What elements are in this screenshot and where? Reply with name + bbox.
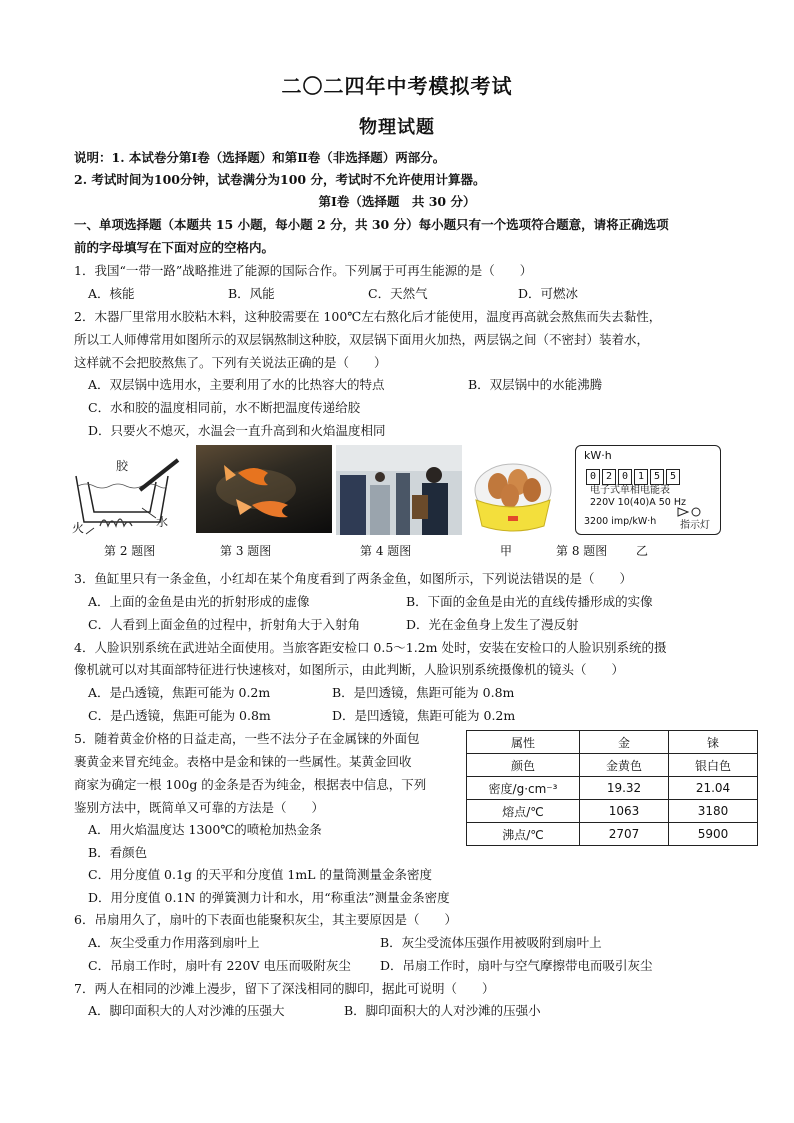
q5-option-c: C．用分度值 0.1g 的天平和分度值 1mL 的量筒测量金条密度	[88, 867, 432, 882]
meter-reading	[586, 464, 682, 485]
egg-cooker-figure	[468, 446, 558, 538]
table-row	[467, 800, 758, 823]
q3-option-d: D．光在金鱼身上发生了漫反射	[406, 617, 579, 632]
table-cell: 19.32	[580, 777, 669, 800]
table-cell: 5900	[669, 823, 758, 846]
q4-option-a: A．是凸透镜，焦距可能为 0.2m	[88, 685, 271, 700]
q5-stem-4: 鉴别方法中，既简单又可靠的方法是（ ）	[74, 800, 325, 815]
meter-lamp: 指示灯	[680, 520, 710, 531]
q3-option-b: B．下面的金鱼是由光的直线传播形成的实像	[406, 594, 653, 609]
q4-option-c: C．是凸透镜，焦距可能为 0.8m	[88, 708, 271, 723]
meter-digit: 0	[586, 469, 600, 485]
q5-option-a: A．用火焰温度达 1300℃的喷枪加热金条	[88, 822, 322, 837]
q2-option-c: C．水和胶的温度相同前，水不断把温度传递给胶	[88, 400, 361, 415]
q1-option-a: A．核能	[88, 286, 135, 301]
meter-imp: 3200 imp/kW·h	[584, 516, 657, 527]
meter-digit: 1	[634, 469, 648, 485]
q6-stem: 6．吊扇用久了，扇叶的下表面也能聚积灰尘，其主要原因是（ ）	[74, 912, 457, 927]
double-pot-figure	[70, 446, 186, 538]
q2-option-d: D．只要火不熄灭，水温会一直升高到和火焰温度相同	[88, 423, 386, 438]
gold-rhenium-table	[466, 730, 758, 846]
section-intro-1: 一、单项选择题（本题共 15 小题，每小题 2 分，共 30 分）每小题只有一个选项符合题意，请将正确选项	[74, 217, 669, 232]
meter-digit: 5	[666, 469, 680, 485]
section-intro-2: 前的字母填写在下面对应的空格内。	[74, 240, 275, 255]
q4-option-d: D．是凹透镜，焦距可能为 0.2m	[332, 708, 516, 723]
q4-stem-2: 像机就可以对其面部特征进行快速核对，如图所示，由此判断，人脸识别系统摄像机的镜头（ ）	[74, 662, 625, 677]
fig8-jia-caption: 甲	[500, 544, 513, 558]
q2-stem-2: 所以工人师傅常用如图所示的双层锅熬制这种胶，双层锅下面用火加热，两层锅之间（不密封）装着水，	[74, 332, 650, 347]
note-2: 2. 考试时间为100分钟，试卷满分为100 分，考试时不允许使用计算器。	[74, 172, 486, 187]
q7-stem: 7．两人在相同的沙滩上漫步，留下了深浅相同的脚印，据此可说明（ ）	[74, 981, 495, 996]
exam-subtitle: 物理试题	[359, 117, 435, 138]
table-row	[467, 823, 758, 846]
q7-option-a: A．脚印面积大的人对沙滩的压强大	[88, 1003, 285, 1018]
q2-option-a: A．双层锅中选用水，主要利用了水的比热容大的特点	[88, 377, 385, 392]
table-cell: 沸点/℃	[467, 823, 580, 846]
table-cell: 颜色	[467, 754, 580, 777]
table-cell: 3180	[669, 800, 758, 823]
q4-stem-1: 4．人脸识别系统在武进站全面使用。当旅客距安检口 0.5～1.2m 处时，安装在安检口的人脸识别系统的摄	[74, 640, 667, 655]
table-row	[467, 754, 758, 777]
q6-option-b: B．灰尘受流体压强作用被吸附到扇叶上	[380, 935, 602, 950]
glue-label: 胶	[116, 459, 129, 473]
q5-stem-2: 裹黄金来冒充纯金。表格中是金和铼的一些属性。某黄金回收	[74, 754, 412, 769]
fig3-caption: 第 3 题图	[220, 544, 272, 558]
note-1: 说明：1. 本试卷分第Ⅰ卷（选择题）和第Ⅱ卷（非选择题）两部分。	[74, 150, 446, 165]
meter-digit: 0	[618, 469, 632, 485]
q6-option-a: A．灰尘受重力作用落到扇叶上	[88, 935, 260, 950]
q2-stem-3: 这样就不会把胶熬焦了。下列有关说法正确的是（ ）	[74, 355, 387, 370]
table-cell: 熔点/℃	[467, 800, 580, 823]
table-row	[467, 777, 758, 800]
table-cell: 1063	[580, 800, 669, 823]
fig8-yi-caption: 乙	[636, 544, 649, 558]
electric-meter-figure	[575, 445, 721, 535]
table-header: 铼	[669, 731, 758, 754]
table-header: 金	[580, 731, 669, 754]
q4-option-b: B．是凹透镜，焦距可能为 0.8m	[332, 685, 515, 700]
q2-option-b: B．双层锅中的水能沸腾	[468, 377, 603, 392]
table-header: 属性	[467, 731, 580, 754]
q3-option-a: A．上面的金鱼是由光的折射形成的虚像	[88, 594, 310, 609]
q7-option-b: B．脚印面积大的人对沙滩的压强小	[344, 1003, 541, 1018]
meter-name: 电子式单相电能表	[590, 485, 670, 496]
exam-title: 二〇二四年中考模拟考试	[281, 74, 513, 98]
fig8-caption: 第 8 题图	[556, 544, 608, 558]
meter-digit: 5	[650, 469, 664, 485]
meter-spec: 220V 10(40)A 50 Hz	[590, 497, 686, 508]
part1-header: 第Ⅰ卷（选择题 共 30 分）	[318, 194, 476, 209]
meter-digit: 2	[602, 469, 616, 485]
meter-unit: kW·h	[584, 449, 612, 462]
q5-stem-1: 5．随着黄金价格的日益走高，一些不法分子在金属铼的外面包	[74, 731, 420, 746]
q5-option-b: B．看颜色	[88, 845, 148, 860]
q6-option-c: C．吊扇工作时，扇叶有 220V 电压而吸附灰尘	[88, 958, 351, 973]
q1-option-c: C．天然气	[368, 286, 428, 301]
face-recognition-photo	[336, 445, 462, 535]
q5-stem-3: 商家为确定一根 100g 的金条是否为纯金，根据表中信息，下列	[74, 777, 427, 792]
q1-option-b: B．风能	[228, 286, 275, 301]
q2-stem-1: 2．木器厂里常用水胶粘木料，这种胶需要在 100℃左右熬化后才能使用，温度再高就会熬焦而失去黏性，	[74, 309, 662, 324]
water-label: 水	[156, 515, 169, 529]
table-cell: 金黄色	[580, 754, 669, 777]
q5-option-d: D．用分度值 0.1N 的弹簧测力计和水，用“称重法”测量金条密度	[88, 890, 450, 905]
q3-option-c: C．人看到上面金鱼的过程中，折射角大于入射角	[88, 617, 361, 632]
fig2-caption: 第 2 题图	[104, 544, 156, 558]
table-cell: 密度/g·cm⁻³	[467, 777, 580, 800]
fire-label: 火	[72, 521, 85, 535]
goldfish-photo	[196, 445, 332, 533]
table-cell: 21.04	[669, 777, 758, 800]
indicator-icon	[676, 506, 706, 518]
q1-option-d: D．可燃冰	[518, 286, 579, 301]
fig4-caption: 第 4 题图	[360, 544, 412, 558]
q1-stem: 1．我国“一带一路”战略推进了能源的国际合作。下列属于可再生能源的是（ ）	[74, 263, 533, 278]
q6-option-d: D．吊扇工作时，扇叶与空气摩擦带电而吸引灰尘	[380, 958, 653, 973]
table-cell: 银白色	[669, 754, 758, 777]
table-cell: 2707	[580, 823, 669, 846]
table-header-row	[467, 731, 758, 754]
q3-stem: 3．鱼缸里只有一条金鱼，小红却在某个角度看到了两条金鱼，如图所示，下列说法错误的是（ ）	[74, 571, 632, 586]
